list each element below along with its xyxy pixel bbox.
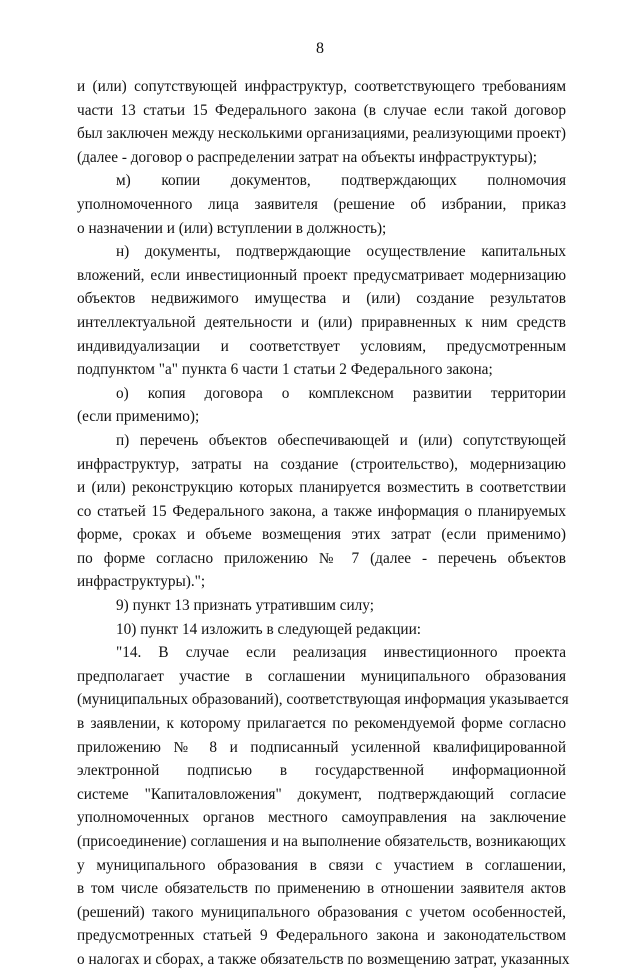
text-line: приложению № 8 и подписанный усиленной квалифицированной [77,738,566,756]
text-line: "14. В случае если реализация инвестиционного проекта [116,644,566,662]
text-line: в том числе обязательств по применению в отношении заявителя актов [77,880,566,898]
text-line: 9) пункт 13 признать утратившим силу; [116,597,375,615]
text-line: был заключен между несколькими организациями, реализующими проект) [77,125,566,143]
text-line: системе "Капиталовложения" документ, подтверждающий согласие [77,785,566,803]
text-line: о налогах и сборах, а также обязательств по возмещению затрат, указанных [77,950,570,968]
text-line: уполномоченных органов местного самоуправления на заключение [77,809,566,827]
text-line: вложений, если инвестиционный проект предусматривает модернизацию [77,266,566,284]
text-line: интеллектуальной деятельности и (или) приравненных к ним средств [77,313,566,331]
page-number: 8 [316,40,324,57]
text-line: (решений) такого муниципального образования с учетом особенностей, [77,903,566,921]
text-line: по форме согласно приложению № 7 (далее - перечень объектов [77,549,566,567]
text-line: инфраструктуры)."; [77,573,206,591]
text-line: м) копии документов, подтверждающих полномочия [116,172,566,190]
text-line: о назначении и (или) вступлении в должность); [77,219,387,237]
text-line: (далее - договор о распределении затрат на объекты инфраструктуры); [77,148,538,166]
text-line: п) перечень объектов обеспечивающей и (или) сопутствующей [116,431,566,449]
text-line: подпунктом "а" пункта 6 части 1 статьи 2 Федерального закона; [77,361,493,379]
text-line: уполномоченного лица заявителя (решение об избрании, приказ [77,195,566,213]
text-line: объектов недвижимого имущества и (или) создание результатов [77,290,566,308]
text-line: в заявлении, к которому прилагается по рекомендуемой форме согласно [77,715,566,733]
text-line: и (или) реконструкцию которых планируется возместить в соответствии [77,479,566,497]
document-body [77,75,570,972]
text-line: (муниципальных образований), соответствующая информация указывается [77,691,569,709]
text-line: н) документы, подтверждающие осуществление капитальных [116,243,566,261]
text-line: электронной подписью в государственной информационной [77,762,566,780]
text-line: у муниципального образования в связи с участием в соглашении, [77,856,566,874]
text-line: и (или) сопутствующей инфраструктур, соответствующего требованиям [77,78,566,95]
text-line: форме, сроках и объеме возмещения этих затрат (если применимо) [77,526,566,544]
text-line: инфраструктур, затраты на создание (строительство), модернизацию [77,455,566,473]
text-line: о) копия договора о комплексном развитии территории [116,384,566,402]
text-line: (если применимо); [77,408,200,426]
text-line: 10) пункт 14 изложить в следующей редакции: [116,620,422,638]
text-line: со статьей 15 Федерального закона, а также информация о планируемых [77,502,566,520]
text-line: части 13 статьи 15 Федерального закона (в случае если такой договор [77,101,566,119]
text-line: предусмотренных статьей 9 Федерального закона и законодательством [77,927,566,945]
text-line: индивидуализации и соответствует условиям, предусмотренным [77,337,566,355]
text-line: предполагает участие в соглашении муниципального образования [77,667,566,685]
text-line: (присоединение) соглашения и на выполнение обязательств, возникающих [77,833,566,850]
